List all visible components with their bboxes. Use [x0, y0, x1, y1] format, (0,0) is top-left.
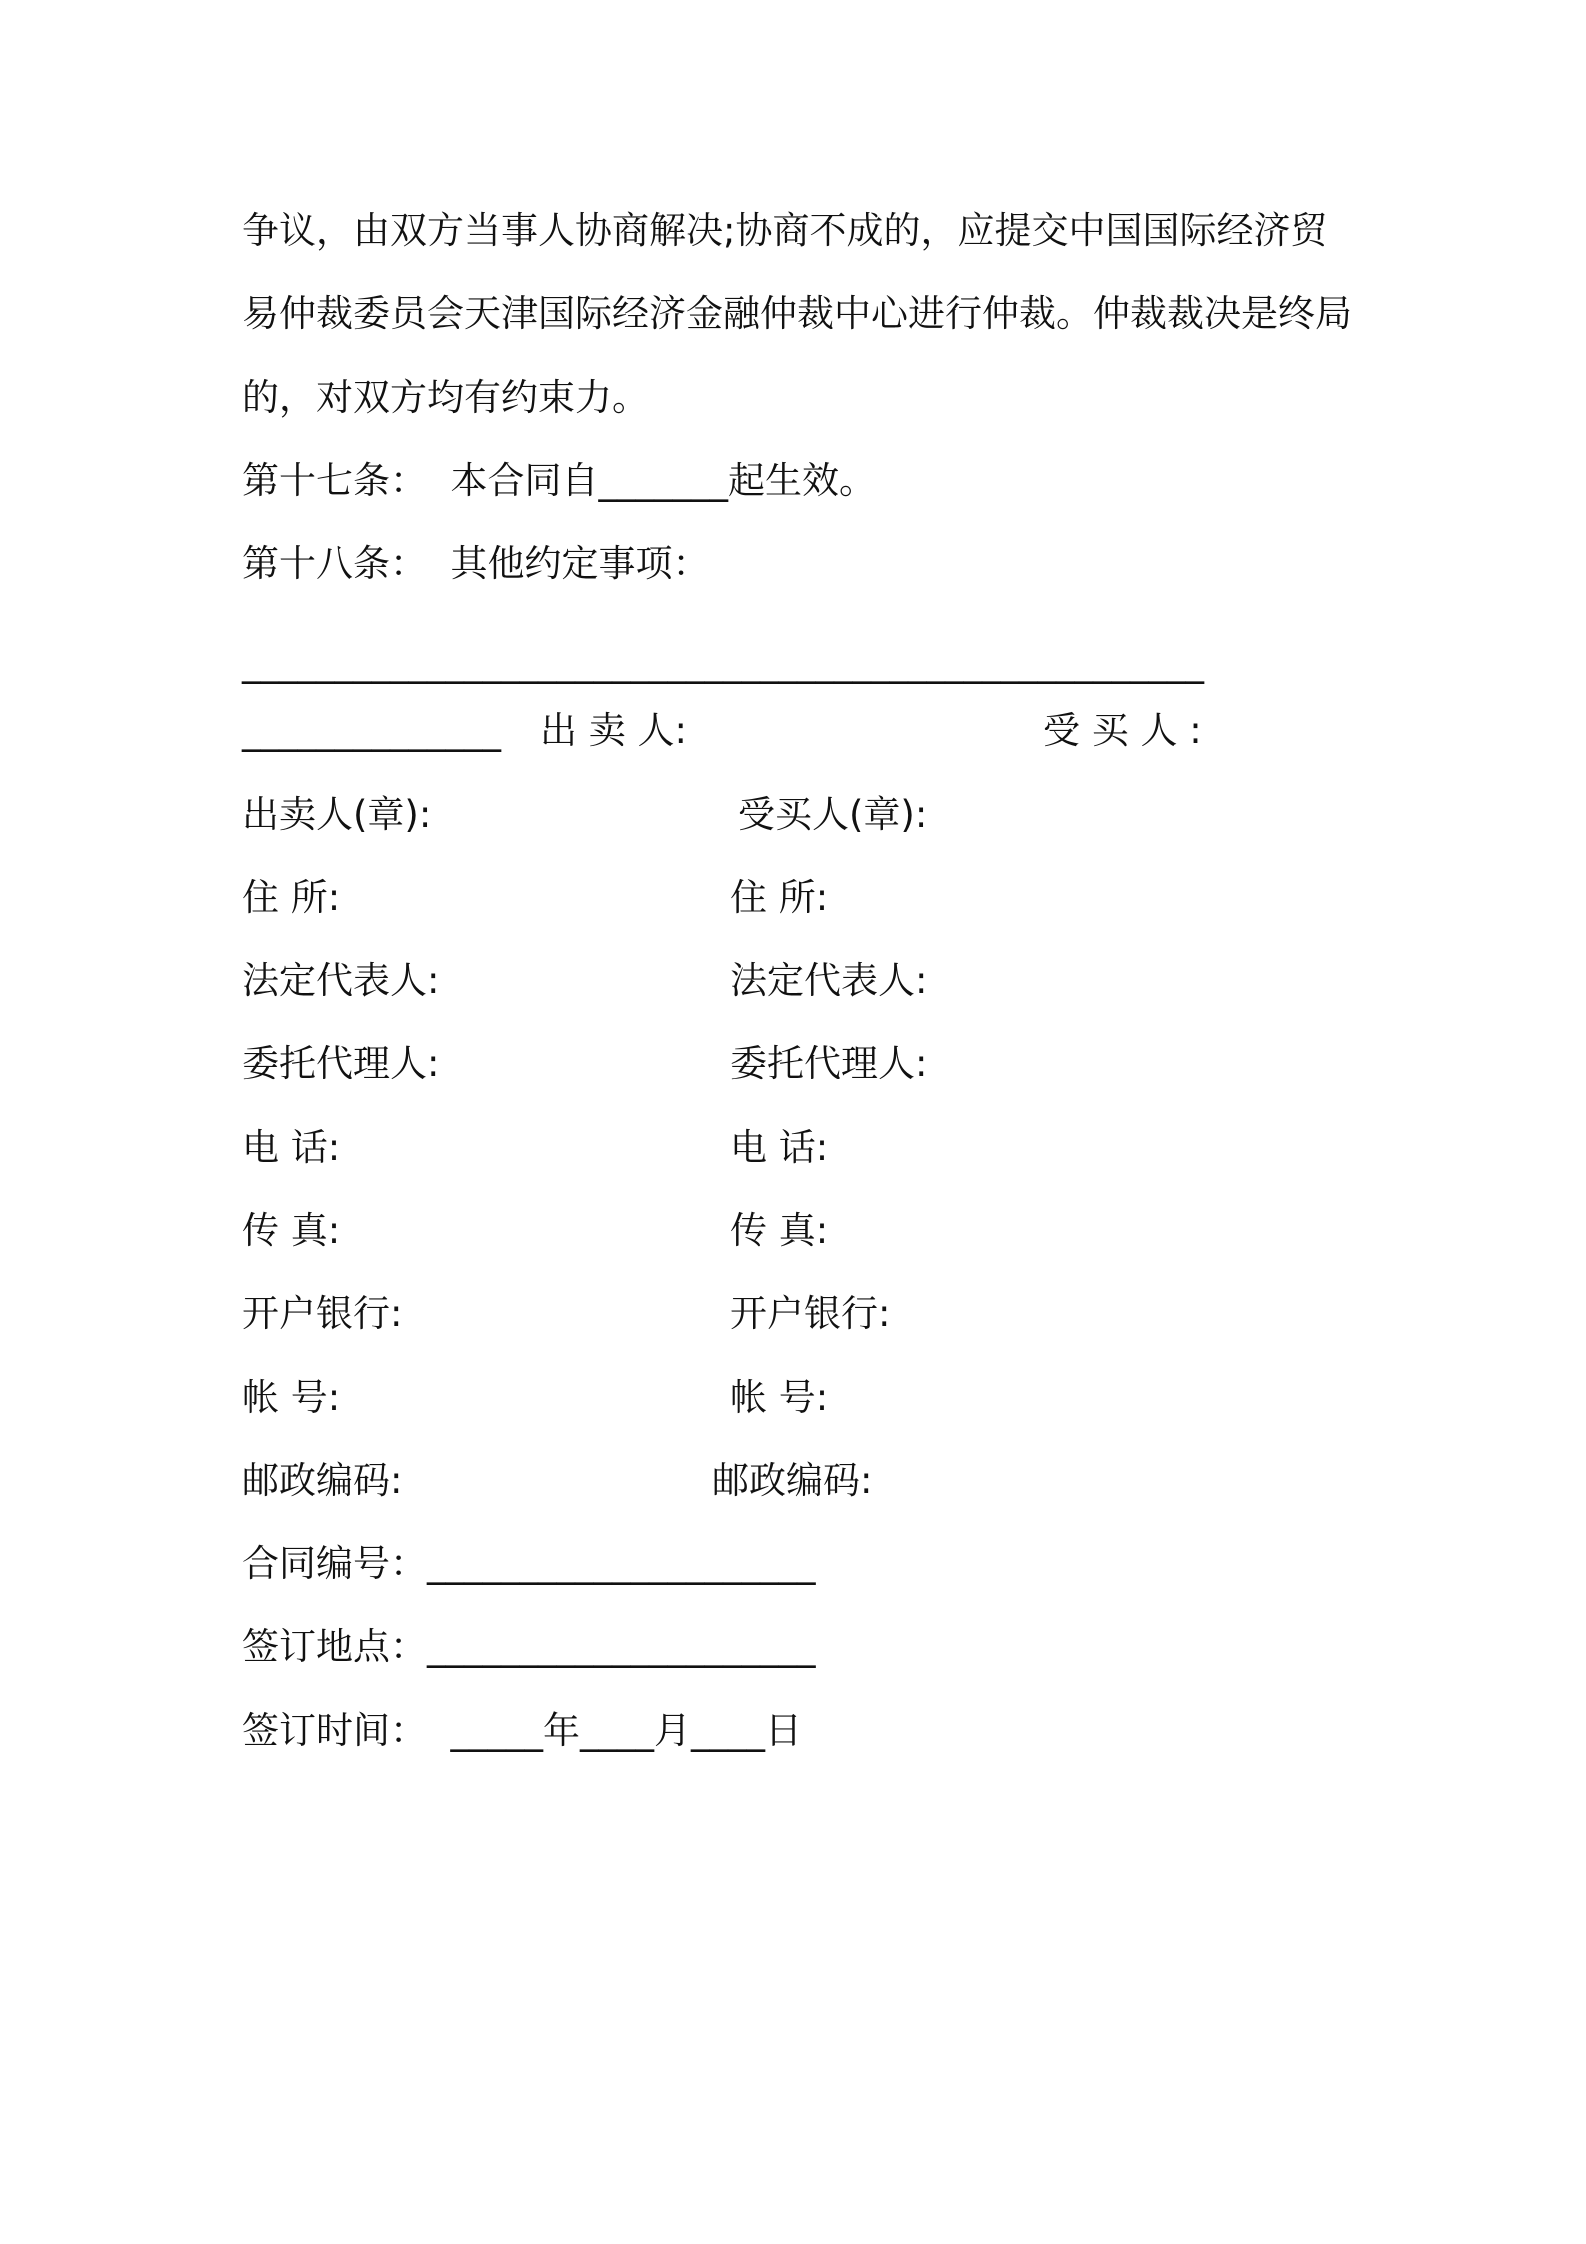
- article-18: 第十八条： 其他约定事项：: [242, 542, 710, 585]
- blank-underline: ____________________________________________________: [242, 641, 1204, 684]
- seller-fax-label: 传 真:: [242, 1209, 341, 1252]
- seller-legal-rep-label: 法定代表人:: [242, 959, 440, 1002]
- signing-time-line: 签订时间： _____年____月____日: [242, 1709, 803, 1752]
- buyer-postcode-label: 邮政编码:: [712, 1459, 873, 1502]
- buyer-seal-label: 受买人(章):: [738, 793, 928, 836]
- paragraph-line-2: 易仲裁委员会天津国际经济金融仲裁中心进行仲裁。仲裁裁决是终局: [242, 292, 1352, 335]
- seller-account-label: 帐 号:: [242, 1376, 341, 1419]
- parties-left-blank: ______________: [242, 709, 501, 752]
- paragraph-line-3: 的，对双方均有约束力。: [242, 376, 649, 419]
- buyer-bank-label: 开户银行:: [730, 1292, 891, 1335]
- buyer-address-label: 住 所:: [730, 876, 829, 919]
- paragraph-line-1: 争议，由双方当事人协商解决;协商不成的，应提交中国国际经济贸: [242, 209, 1328, 252]
- seller-address-label: 住 所:: [242, 876, 341, 919]
- seller-postcode-label: 邮政编码:: [242, 1459, 403, 1502]
- buyer-account-label: 帐 号:: [730, 1376, 829, 1419]
- buyer-legal-rep-label: 法定代表人:: [730, 959, 928, 1002]
- seller-seal-label: 出卖人(章):: [242, 793, 432, 836]
- seller-bank-label: 开户银行:: [242, 1292, 403, 1335]
- seller-heading: 出 卖 人:: [540, 709, 687, 752]
- buyer-fax-label: 传 真:: [730, 1209, 829, 1252]
- buyer-agent-label: 委托代理人:: [730, 1042, 928, 1085]
- seller-phone-label: 电 话:: [242, 1126, 341, 1169]
- signing-place-line: 签订地点：_____________________: [242, 1625, 816, 1668]
- contract-number-line: 合同编号：_____________________: [242, 1542, 816, 1585]
- seller-agent-label: 委托代理人:: [242, 1042, 440, 1085]
- article-17: 第十七条： 本合同自_______起生效。: [242, 459, 877, 502]
- buyer-heading: 受 买 人 :: [1043, 709, 1202, 752]
- buyer-phone-label: 电 话:: [730, 1126, 829, 1169]
